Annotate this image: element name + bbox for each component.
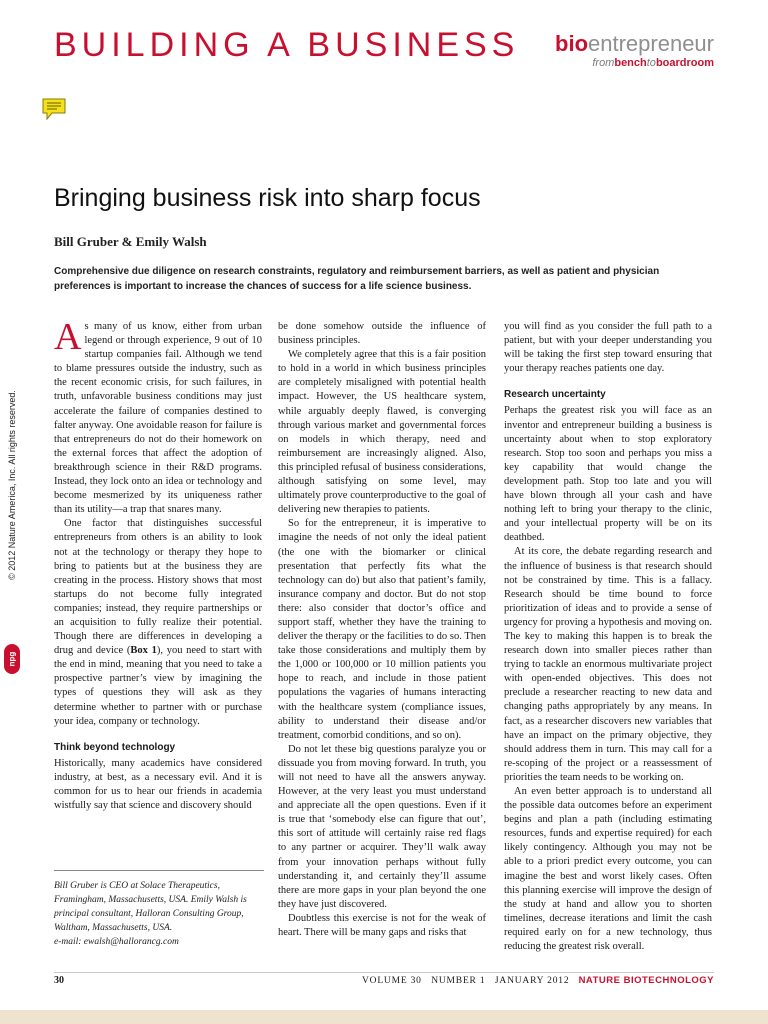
comment-note-icon[interactable] (41, 96, 67, 122)
logo-boardroom: boardroom (655, 57, 714, 69)
copyright-notice: © 2012 Nature America, Inc. All rights reserved. (7, 390, 17, 580)
box-reference-link[interactable]: Box 1 (130, 645, 157, 657)
logo-bench: bench (614, 57, 647, 69)
body-paragraph: An even better approach is to understand all the possible data outcomes before an experiment begins and plan a path (including estimating resources, funds and expertise required) for each likely contingency. Although you may not be able to a priori predict every outcome, you can imagine the best and worst likely cases. Often this planning exercise will improve the design of the study at hand and allow you to shorten timelines, decrease iterations and limit the cash required early on for a new technology, thus reducing the greatest risk overall. (504, 786, 712, 953)
body-paragraph: As many of us know, either from urban legend or through experience, 9 out of 10 startup companies fail. Although we tend to blame pressures outside the industry, such as the recent economic crisis, for such failures, in truth, unfavorable business conditions may just accelerate the failure of companies destined to falter anyway. One avoidable reason for failure is that entrepreneurs do not do their homework on the external forces that affect the adoption of breakthrough science in their R&D programs. Instead, they lock onto an idea or technology and become mesmerized by its uniqueness rather than its utility—a trap that snares many. (54, 316, 262, 516)
author-email[interactable]: e-mail: ewalsh@hallorancg.com (54, 937, 179, 947)
body-paragraph: So for the entrepreneur, it is imperative to imagine the needs of not only the ideal patient (the one with the biomarker or clinical presentation that perfectly fits what the technology can do) but also that patient’s family, insurance company and doctor. But do not stop there: also consider that doctor’s office and support staff, whether they have the training to deliver the therapy or the facilities to do so. Then take those considerations and multiply them by the 1,000 or 100,000 or 10 million patients you hope to reach, and include in those patient populations the vagaries of humans interacting with the healthcare system (compliance issues, ability to understand their disease and/or treatment, comorbid conditions, and so on). (278, 518, 486, 741)
bioentrepreneur-logo (555, 33, 714, 69)
journal-name: NATURE BIOTECHNOLOGY (578, 975, 714, 986)
volume-info: VOLUME 30 NUMBER 1 JANUARY 2012 (362, 976, 570, 986)
section-title: BUILDING A BUSINESS (54, 26, 520, 64)
body-column-3 (504, 320, 712, 954)
body-paragraph: be done somehow outside the influence of business principles. (278, 321, 486, 347)
npg-logo: npg (4, 644, 20, 674)
article-title: Bringing business risk into sharp focus (54, 184, 481, 212)
logo-to: to (646, 57, 656, 69)
drop-cap: A (54, 316, 82, 358)
subheading: Think beyond technology (54, 741, 176, 753)
body-paragraph: We completely agree that this is a fair position to hold in a world in which business principles are completely misaligned with potential health impact. However, the US healthcare system, while arguably deeply flawed, is converging through various market and governmental forces on models in which therapy, need and reimbursement are increasingly aligned. Also, this principled refusal of business considerations, although satisfying on some level, may ultimately prove counterproductive to the goal of delivering new therapies to patients. (278, 349, 486, 516)
article-standfirst: Comprehensive due diligence on research constraints, regulatory and reimbursement barriers, as well as patient and physician preferences is important to increase the chances of success for a life science business. (54, 266, 660, 292)
footer-divider (54, 972, 714, 973)
page-number: 30 (54, 975, 64, 986)
body-paragraph: you will find as you consider the full path to a patient, but with your deeper understanding you will be taking the first step toward ensuring that your therapy reaches patients one day. (504, 321, 712, 375)
author-affiliations: Bill Gruber is CEO at Solace Therapeutics, Framingham, Massachusetts, USA. Emily Walsh is principal consultant, Halloran Consulting Group, Waltham, Massachusetts, USA. (54, 881, 247, 933)
body-paragraph: Perhaps the greatest risk you will face as an inventor and entrepreneur building a business is uncertainty about when to stop exploratory research. Stop too soon and perhaps you miss a key capability that would change the development path. Stop too late and you will have blown through all your cash and have nothing left to bring your therapy to the clinic, and your intellectual property will be on its deathbed. (504, 405, 712, 544)
body-paragraph: Historically, many academics have considered industry, at best, as a necessary evil. And it is common for us to hear our friends in academia wistfully say that science and discovery should (54, 757, 262, 812)
subheading: Research uncertainty (504, 389, 606, 401)
issue-info (362, 975, 714, 986)
article-authors: Bill Gruber & Emily Walsh (54, 234, 207, 249)
author-footnote (54, 870, 264, 949)
logo-entrepreneur: entrepreneur (588, 31, 714, 56)
logo-from: from (592, 57, 615, 69)
bottom-band (0, 1010, 768, 1024)
body-paragraph: One factor that distinguishes successful entrepreneurs from others is an ability to look not at the technology or therapy they hope to bring to patients but at the business they are creating in the process. History shows that most startups do not become fully integrated companies; instead, they require partnerships or an acquisition to fully realize their potential. Though there are differences in developing a drug and device (Box 1), you need to start with the end in mind, meaning that you need to take a prospective partner’s view by imagining the types of questions they will ask as they determine whether to partner with or purchase your idea, company or technology. (54, 518, 262, 727)
body-paragraph: Doubtless this exercise is not for the weak of heart. There will be many gaps and risks that (278, 912, 486, 939)
body-paragraph: At its core, the debate regarding research and the influence of business is that research should not be constrained by time. This is a fallacy. Research should be time bound to force prioritization of ideas and to provide a sense of urgency for proving a hypothesis and moving on. The key to making this happen is to break the research down into smaller pieces rather than trying to tackle an enormous multivariate project with open-ended objectives. This does not preclude a researcher reacting to new data and changing paths appropriately by any means. In fact, as a researcher discovers new variables that have an impact on the primary objective, they should address them in turn. This may call for a re-scoping of the project or a reassessment of priorities the team needs to be working on. (504, 546, 712, 783)
body-paragraph: Do not let these big questions paralyze you or dissuade you from moving forward. In truth, you will not need to have all the answers anyway. However, at the very least you must understand and appreciate all the open questions. Even if it is true that ‘somebody else can figure that out’, this sort of attitude will certainly raise red flags to any partner or acquirer. They’ll walk away from your innovation perhaps without fully understanding it, and certainly they’ll assume there are more gaps in your plan beyond the one they have just discovered. (278, 743, 486, 910)
logo-bio: bio (555, 31, 589, 56)
body-column-2 (278, 320, 486, 940)
body-column-1 (54, 316, 262, 813)
